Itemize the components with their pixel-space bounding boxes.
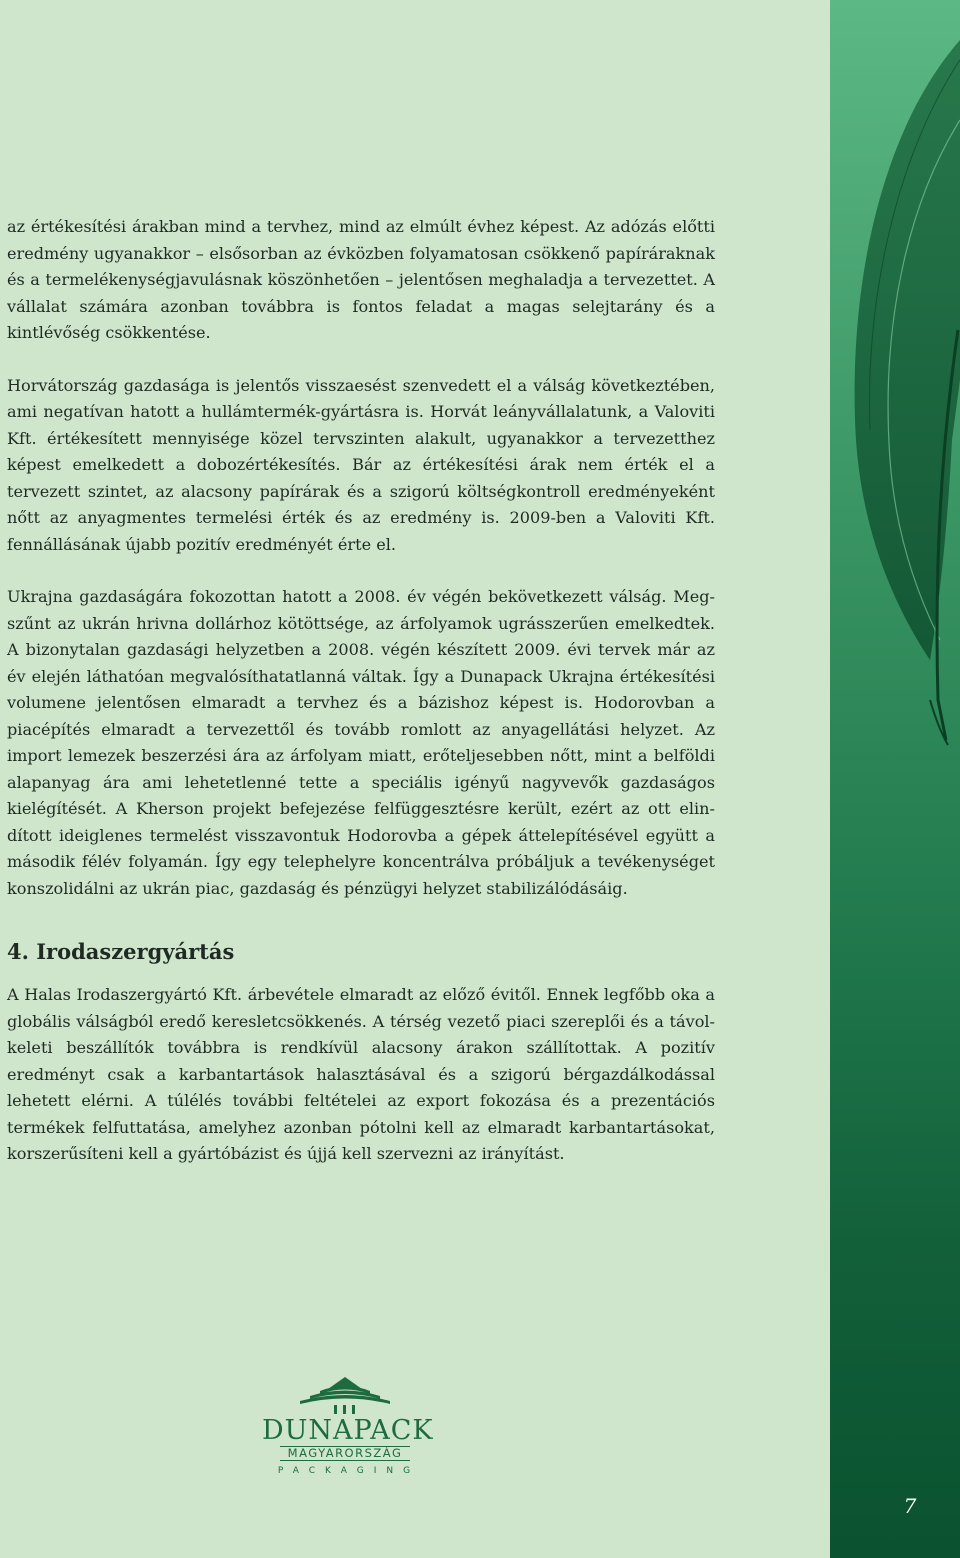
page-number: 7 xyxy=(903,1494,917,1518)
section-heading: 4. Irodaszergyártás xyxy=(7,939,235,964)
paragraph-croatia: Horvátország gazdasága is jelentős visszaesést szenvedett el a válság következtében, ami negatívan hatott a hullámtermék-gyártásra is. Horvát leányvállalatunk, a Valoviti Kft. értékesített mennyisége közel tervszinten alakult, ugyanakkor a tervezetthez képest emelkedett a dobozértékesítés. Bár az értékesítési árak nem érték el a tervezett szintet, az alacsony papírárak és a szigorú költségkontroll eredményeként nőtt az anyagmentes termelési érték és az eredmény is. 2009-ben a Valoviti Kft. fennállásának újabb pozitív eredményét érte el. xyxy=(7,375,715,554)
paragraph-ukraine: Ukrajna gazdaságára fokozottan hatott a 2008. év végén bekövetkezett válság. Megszűnt az ukrán hrivna dollárhoz kötöttsége, az árfolyamok ugrásszerűen emelkedtek. A bizonytalan gazdasági helyzetben a 2008. végén készített 2009. évi tervek már az év elején láthatóan megvalósíthatatlanná váltak. Így a Dunapack Ukrajna értékesítési volumene jelentősen elmaradt a tervhez és a bázishoz képest is. Hodorovban a piacépítés elmaradt a tervezettől és tovább romlott az anyagellátási helyzet. Az import lemezek beszerzési ára az árfolyam miatt, erőteljesebben nőtt, mint a belföldi alapanyag ára ami lehetetlenné tette a speciális igényű nagyvevők gazdaságos kielégítését. A Kherson projekt befejezése felfüggesztésre került, ezért az ott elindított ideiglenes termelést visszavontuk Hodorovba a gépek áttelepítésével együtt a második félév folyamán. Így egy telephelyre koncentrálva próbáljuk a tevékenységet konszolidálni az ukrán piac, gazdaság és pénzügyi helyzet stabilizálódásáig. xyxy=(7,587,715,898)
paragraph-office-supplies: A Halas Irodaszergyártó Kft. árbevétele elmaradt az előző évitől. Ennek legfőbb oka a globális válságból eredő keresletcsökkenés. A térség vezető piaci szereplői és a távol-keleti beszállítók továbbra is rendkívül alacsony árakon szállítottak. A pozitív eredményt csak a karbantartások halasztásával és a szigorú bérgazdálkodással lehetett elérni. A túlélés további feltételei az export fokozása és a prezentációs termékek felfuttatása, amelyhez azonban pótolni kell az elmaradt karbantartásokat, korszerűsíteni kell a gyártóbázist és újjá kell szervezni az irányítást. xyxy=(7,985,715,1163)
article-body xyxy=(7,214,715,1194)
logo-tagline: PACKAGING xyxy=(277,1466,421,1476)
decorative-sidebar xyxy=(830,0,960,1558)
logo-brand-name: DUNAPACK xyxy=(262,1415,434,1446)
dunapack-tree-mark-icon xyxy=(290,1375,400,1415)
feather-illustration xyxy=(830,0,960,760)
dunapack-logo xyxy=(262,1375,434,1476)
logo-subtitle: MAGYARORSZÁG xyxy=(280,1446,410,1461)
paragraph-sales: az értékesítési árakban mind a tervhez, mind az elmúlt évhez képest. Az adózás előtti eredmény ugyanakkor – elsősorban az évközben folyamatosan csökkenő papíráraknak és a termelékenységjavulásnak köszönhetően – jelentősen meghaladja a tervezettet. A vállalat számára azonban továbbra is fontos feladat a magas selejtarány és a kintlévőség csökkentése. xyxy=(7,217,715,342)
